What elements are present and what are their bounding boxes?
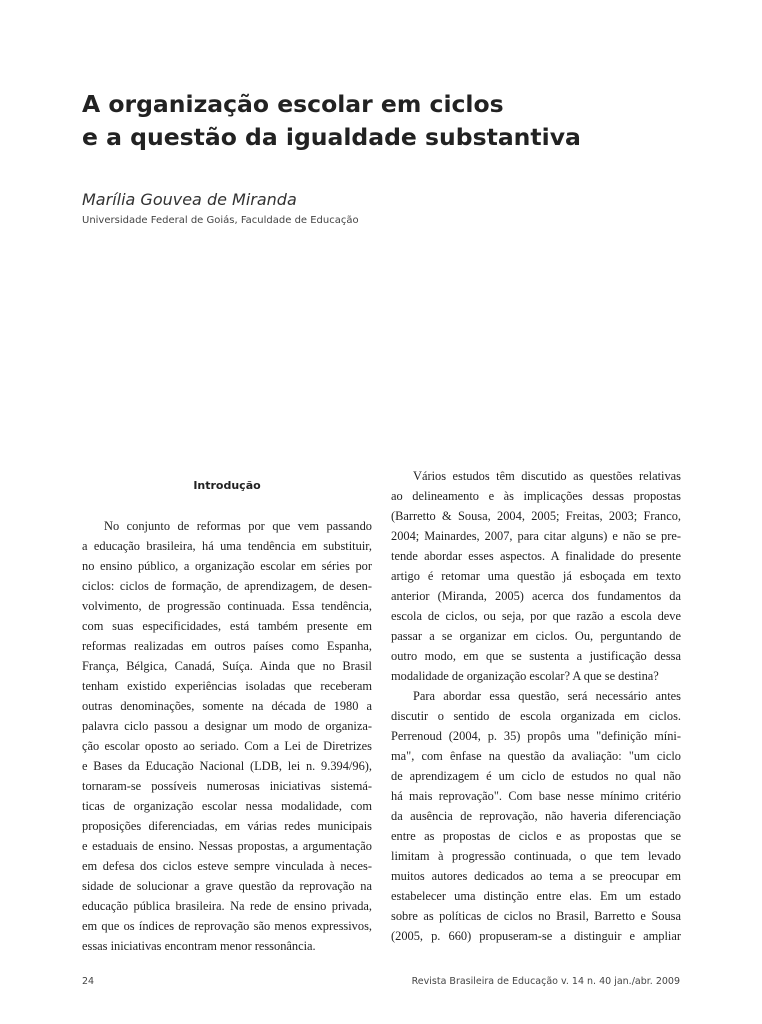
text-line: muitos autores dedicados ao tema a se preocupar em [391, 869, 681, 883]
text-line: volvimento, de progressão continuada. Essa tendência, [82, 599, 372, 613]
text-line: ciclos: ciclos de formação, de aprendizagem, de desen- [82, 579, 372, 593]
text-line: reformas realizadas em outros países como Espanha, [82, 639, 372, 653]
text-line: tende abordar esses aspectos. A finalidade do presente [391, 549, 681, 563]
text-line: com suas especificidades, está também presente em [82, 619, 372, 633]
text-line: Perrenoud (2004, p. 35) propôs uma "definição míni- [391, 729, 681, 743]
article-title [82, 88, 702, 154]
text-line: ma", com ênfase na questão da avaliação: "um ciclo [391, 749, 681, 763]
text-line: Vários estudos têm discutido as questões relativas [413, 469, 681, 483]
text-line: (2005, p. 660) propuseram-se a distinguir e ampliar [391, 929, 681, 943]
text-line: (Barretto & Sousa, 2004, 2005; Freitas, 2003; Franco, [391, 509, 681, 523]
text-line: e Bases da Educação Nacional (LDB, lei n. 9.394/96), [82, 759, 372, 773]
text-line: no ensino público, a organização escolar em séries por [82, 559, 372, 573]
left-column-text [82, 516, 372, 956]
text-line: discutir o sentido de escola organizada em ciclos. [391, 709, 681, 723]
text-line: tenham existido experiências isoladas que receberam [82, 679, 372, 693]
text-line: da ausência de reprovação, não haveria diferenciação [391, 809, 681, 823]
text-line: a educação brasileira, há uma tendência em substituir, [82, 539, 372, 553]
text-line: artigo é retomar uma questão já esboçada em texto [391, 569, 681, 583]
text-line: França, Bélgica, Canadá, Suíça. Ainda que no Brasil [82, 659, 372, 673]
text-line: palavra ciclo passou a designar um modo de organiza- [82, 719, 372, 733]
journal-citation: Revista Brasileira de Educação v. 14 n. 40 jan./abr. 2009 [411, 976, 680, 987]
text-line: outras denominações, somente na década de 1980 a [82, 699, 372, 713]
text-line: ção escolar oposto ao seriado. Com a Lei de Diretrizes [82, 739, 372, 753]
text-line: ticas de organização escolar nessa modalidade, com [82, 799, 372, 813]
text-line: anterior (Miranda, 2005) acerca dos fundamentos da [391, 589, 681, 603]
page-number: 24 [82, 976, 95, 987]
text-line: ao delineamento e às implicações dessas propostas [391, 489, 681, 503]
text-line: estabelecer uma distinção entre elas. Em um estado [391, 889, 681, 903]
text-line: modalidade de organização escolar? A que se destina? [391, 669, 659, 683]
right-column [391, 466, 681, 946]
text-line: outro modo, em que se sustenta a justificação dessa [391, 649, 681, 663]
author-name: Marília Gouvea de Miranda [82, 190, 297, 209]
text-line: entre as propostas de ciclos e as propostas que se [391, 829, 681, 843]
text-line: escola de ciclos, ou seja, por que razão a escola deve [391, 609, 681, 623]
text-line: essas iniciativas encontram menor ressonância. [82, 939, 316, 953]
text-line: tornaram-se possíveis numerosas iniciativas sistemá- [82, 779, 372, 793]
text-line: educação pública brasileira. Na rede de ensino privada, [82, 899, 372, 913]
section-heading: Introdução [193, 479, 261, 492]
left-column [82, 476, 372, 956]
text-line: sidade de solucionar a grave questão da reprovação na [82, 879, 372, 893]
author-affiliation: Universidade Federal de Goiás, Faculdade de Educação [82, 215, 359, 226]
text-line: de aprendizagem é um ciclo de estudos no qual não [391, 769, 681, 783]
text-line: No conjunto de reformas por que vem passando [104, 519, 372, 533]
text-line: sobre as políticas de ciclos no Brasil, Barretto e Sousa [391, 909, 681, 923]
article-title-line: A organização escolar em ciclos [82, 90, 504, 118]
text-line: proposições diferenciadas, em várias redes municipais [82, 819, 372, 833]
text-line: 2004; Mainardes, 2007, para citar alguns) e não se pre- [391, 529, 681, 543]
text-line: passar a se organizar em ciclos. Ou, perguntando de [391, 629, 681, 643]
text-line: há mais reprovação". Com base nesse mínimo critério [391, 789, 681, 803]
text-line: em que os índices de reprovação são menos expressivos, [82, 919, 372, 933]
text-line: Para abordar essa questão, será necessário antes [413, 689, 681, 703]
text-line: e estaduais de ensino. Nessas propostas, a argumentação [82, 839, 372, 853]
text-line: em defesa dos ciclos esteve sempre vinculada à neces- [82, 859, 372, 873]
text-line: limitam à progressão continuada, o que tem levado [391, 849, 681, 863]
article-title-line: e a questão da igualdade substantiva [82, 123, 581, 151]
